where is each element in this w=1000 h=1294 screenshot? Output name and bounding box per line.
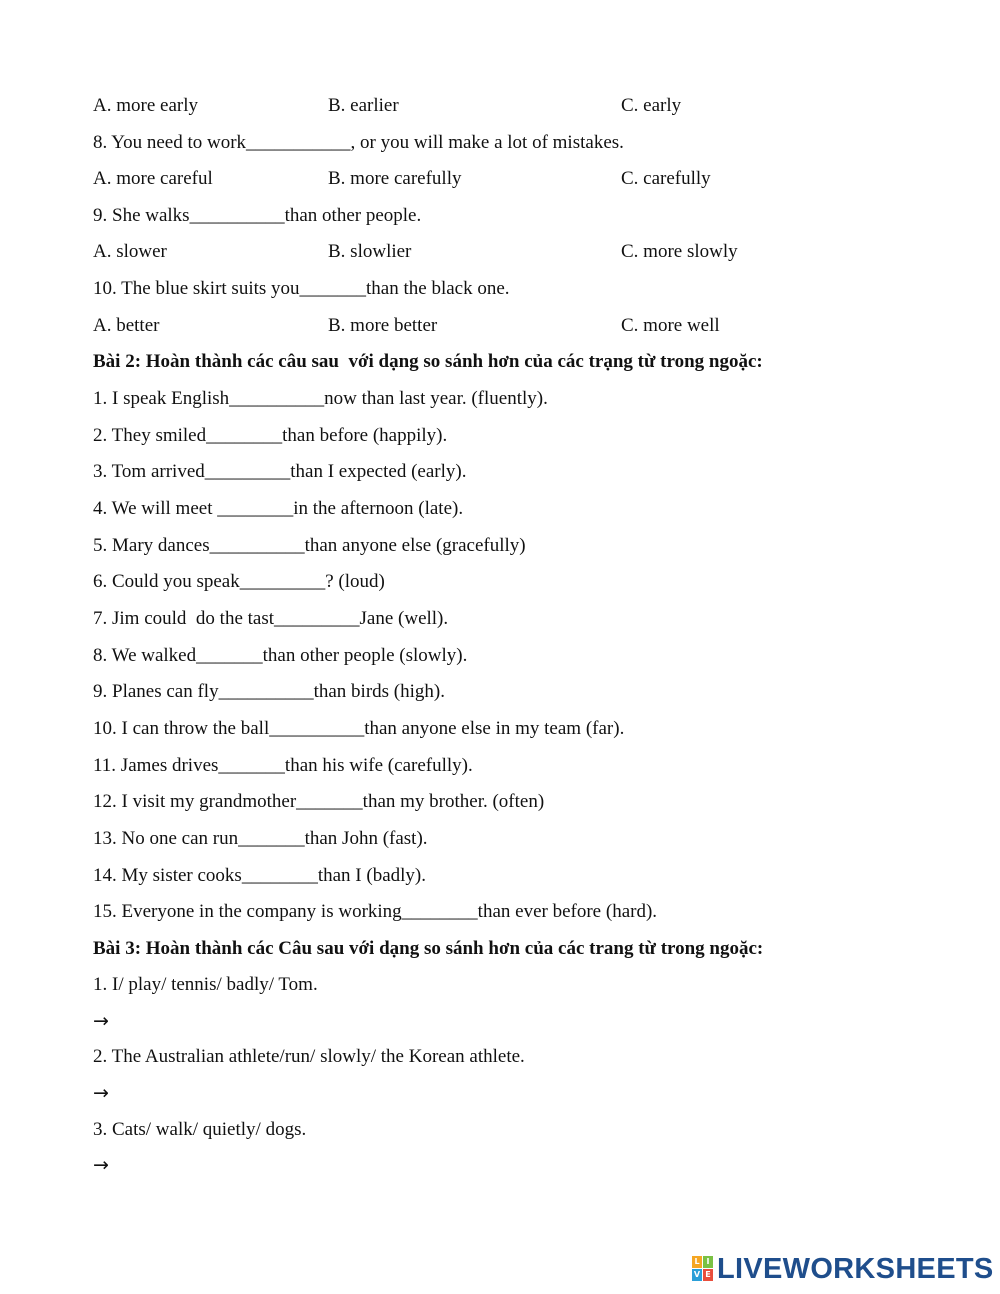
ex2-item-5: 5. Mary dances__________than anyone else (gracefully) bbox=[93, 535, 526, 556]
ex2-item-12: 12. I visit my grandmother_______than my brother. (often) bbox=[93, 791, 545, 812]
ex2-item-7: 7. Jim could do the tast_________Jane (well). bbox=[93, 608, 449, 629]
ex2-item-9: 9. Planes can fly__________than birds (high). bbox=[93, 681, 445, 702]
liveworksheets-logo bbox=[692, 1254, 994, 1284]
q10-option-b: B. more better bbox=[328, 315, 438, 336]
q9-option-a: A. slower bbox=[93, 241, 167, 262]
q10-option-c: C. more well bbox=[621, 315, 720, 336]
ex3-item-1: 1. I/ play/ tennis/ badly/ Tom. bbox=[93, 974, 318, 995]
q7-option-b: B. earlier bbox=[328, 95, 399, 116]
ex2-item-3: 3. Tom arrived_________than I expected (early). bbox=[93, 461, 467, 482]
q10-option-a: A. better bbox=[93, 315, 160, 336]
ex3-item-2: 2. The Australian athlete/run/ slowly/ the Korean athlete. bbox=[93, 1046, 525, 1067]
arrow-right-icon: → bbox=[93, 1154, 109, 1176]
ex2-item-1: 1. I speak English__________now than last year. (fluently). bbox=[93, 388, 548, 409]
ex2-heading: Bài 2: Hoàn thành các câu sau với dạng so sánh hơn của các trạng từ trong ngoặc: bbox=[93, 351, 763, 372]
q9-option-c: C. more slowly bbox=[621, 241, 738, 262]
q8-option-c: C. carefully bbox=[621, 168, 711, 189]
ex2-item-13: 13. No one can run_______than John (fast). bbox=[93, 828, 428, 849]
arrow-right-icon: → bbox=[93, 1082, 109, 1104]
ex2-item-10: 10. I can throw the ball__________than anyone else in my team (far). bbox=[93, 718, 625, 739]
arrow-right-icon: → bbox=[93, 1010, 109, 1032]
q7-option-a: A. more early bbox=[93, 95, 198, 116]
liveworksheets-mark-icon: L I V E bbox=[692, 1256, 714, 1282]
ex2-item-4: 4. We will meet ________in the afternoon (late). bbox=[93, 498, 464, 519]
ex2-item-8: 8. We walked_______than other people (slowly). bbox=[93, 645, 468, 666]
ex1-question-8: 8. You need to work___________, or you will make a lot of mistakes. bbox=[93, 132, 624, 153]
q9-option-b: B. slowlier bbox=[328, 241, 412, 262]
q8-option-b: B. more carefully bbox=[328, 168, 462, 189]
ex3-item-3: 3. Cats/ walk/ quietly/ dogs. bbox=[93, 1119, 307, 1140]
ex2-item-11: 11. James drives_______than his wife (carefully). bbox=[93, 755, 473, 776]
liveworksheets-wordmark: LIVEWORKSHEETS bbox=[717, 1252, 994, 1285]
ex1-question-10: 10. The blue skirt suits you_______than the black one. bbox=[93, 278, 510, 299]
q7-option-c: C. early bbox=[621, 95, 682, 116]
ex2-item-6: 6. Could you speak_________? (loud) bbox=[93, 571, 385, 592]
q8-option-a: A. more careful bbox=[93, 168, 213, 189]
ex1-question-9: 9. She walks__________than other people. bbox=[93, 205, 422, 226]
ex3-heading: Bài 3: Hoàn thành các Câu sau với dạng so sánh hơn của các trang từ trong ngoặc: bbox=[93, 938, 764, 959]
ex2-item-2: 2. They smiled________than before (happily). bbox=[93, 425, 448, 446]
ex2-item-14: 14. My sister cooks________than I (badly). bbox=[93, 865, 426, 886]
ex2-item-15: 15. Everyone in the company is working________than ever before (hard). bbox=[93, 901, 658, 922]
